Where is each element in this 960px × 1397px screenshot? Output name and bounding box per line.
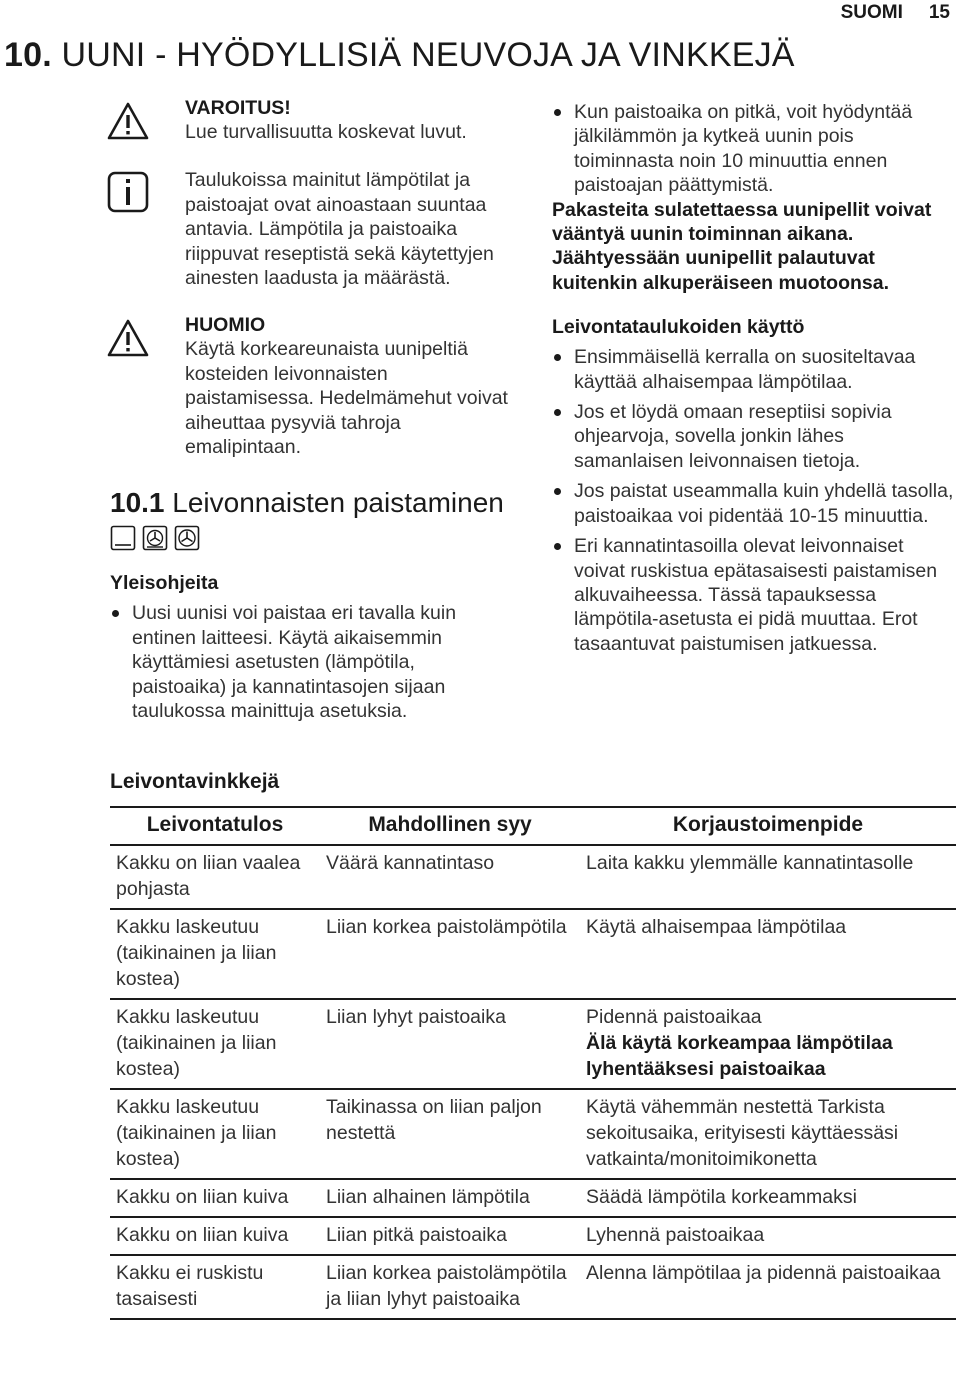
caution-text: Käytä korkeareunaista uunipeltiä kosteiden leivonnaisten paistamisessa. Hedelmämehut voivat aiheuttaa pysyviä tahroja emalipintaan. [185, 338, 508, 459]
list-item: Jos et löydä omaan reseptiisi sopivia ohjearvoja, sovella jonkin lähes samanlaisen leivonnaisen tietoja. [552, 400, 956, 473]
cell-cause: Liian alhainen lämpötila [320, 1179, 580, 1217]
cell-fix: Laita kakku ylemmälle kannatintasolle [580, 845, 956, 909]
cell-cause: Liian korkea paistolämpötila [320, 909, 580, 999]
chapter-title-text: UUNI - HYÖDYLLISIÄ NEUVOJA JA VINKKEJÄ [61, 36, 795, 74]
cell-fix: Lyhennä paistoaikaa [580, 1217, 956, 1255]
cell-fix: Käytä vähemmän nestettä Tarkista sekoitusaika, erityisesti käyttäessäsi vatkainta/monitoimikonetta [580, 1089, 956, 1179]
list-item: Eri kannatintasoilla olevat leivonnaiset voivat ruskistua epätasaisesti paistamisen alkuvaiheessa. Tässä tapauksessa lämpötila-asetusta ei pidä muuttaa. Erot tasaantuvat paistumisen jatkuessa. [552, 534, 956, 656]
column-header-result: Leivontatulos [110, 807, 320, 845]
cell-result: Kakku laskeutuu (taikinainen ja liian kostea) [110, 999, 320, 1089]
table-header-row [110, 807, 956, 845]
cell-fix: Säädä lämpötila korkeammaksi [580, 1179, 956, 1217]
list-item: Ensimmäisellä kerralla on suositeltavaa käyttää alhaisempaa lämpötilaa. [552, 345, 956, 394]
list-item: Kun paistoaika on pitkä, voit hyödyntää jälkilämmön ja kytkeä uunin pois toiminnasta noin 10 minuuttia ennen paistoajan päättymistä. [552, 100, 956, 198]
subsection-number: 10.1 [110, 487, 165, 519]
chapter-title [4, 36, 795, 75]
column-header-cause: Mahdollinen syy [320, 807, 580, 845]
table-row [110, 1217, 956, 1255]
cell-cause: Liian lyhyt paistoaika [320, 999, 580, 1089]
usage-bullets [552, 345, 956, 656]
warning-title: VAROITUS! [185, 97, 291, 119]
true-fan-icon [174, 525, 200, 551]
cell-fix [580, 999, 956, 1089]
top-bullets [552, 100, 956, 198]
fan-heating-icon [142, 525, 168, 551]
cell-cause: Liian pitkä paistoaika [320, 1217, 580, 1255]
general-bullets [110, 601, 510, 723]
cell-result: Kakku on liian vaalea pohjasta [110, 845, 320, 909]
info-block [110, 168, 510, 290]
cell-result: Kakku laskeutuu (taikinainen ja liian kostea) [110, 909, 320, 999]
warning-text: Lue turvallisuutta koskevat luvut. [185, 121, 467, 143]
conventional-cooking-icon [110, 525, 136, 551]
page-number: 15 [928, 2, 950, 23]
info-text: Taulukoissa mainitut lämpötilat ja paistoajat ovat ainoastaan suuntaa antavia. Lämpötila ja paistoaika riippuvat reseptistä sekä käytettyjen ainesten laadusta ja määrästä. [185, 169, 494, 290]
table-row [110, 909, 956, 999]
cell-result: Kakku on liian kuiva [110, 1179, 320, 1217]
list-item: Uusi uunisi voi paistaa eri tavalla kuin entinen laitteesi. Käytä aikaisemmin käyttämiesi asetusten (lämpötila, paistoaika) ja kannatintasojen sijaan taulukossa mainittuja asetuksia. [110, 601, 510, 723]
right-column [552, 100, 956, 662]
table-row [110, 999, 956, 1089]
caution-title: HUOMIO [185, 314, 266, 337]
warning-triangle-icon [106, 100, 150, 144]
warning-triangle-icon [106, 317, 150, 361]
cell-result: Kakku ei ruskistu tasaisesti [110, 1255, 320, 1319]
caution-block [110, 313, 510, 459]
subsection-title-text: Leivonnaisten paistaminen [164, 487, 504, 519]
table-row [110, 1179, 956, 1217]
page-header [841, 2, 950, 24]
subsection-title [110, 487, 510, 519]
list-item: Jos paistat useammalla kuin yhdellä tasolla, paistoaikaa voi pidentää 10-15 minuuttia. [552, 479, 956, 528]
cell-result: Kakku on liian kuiva [110, 1217, 320, 1255]
bold-note: Pakasteita sulatettaessa uunipellit voivat vääntyä uunin toiminnan aikana. Jäähtyessään uunipellit palautuvat kuitenkin alkuperäiseen muotoonsa. [552, 198, 932, 294]
cell-cause: Väärä kannatintaso [320, 845, 580, 909]
cell-fix: Alenna lämpötilaa ja pidennä paistoaikaa [580, 1255, 956, 1319]
baking-tips-table [110, 806, 956, 1320]
usage-title: Leivontataulukoiden käyttö [552, 316, 805, 339]
cell-cause: Liian korkea paistolämpötila ja liian lyhyt paistoaika [320, 1255, 580, 1319]
chapter-number: 10. [4, 36, 52, 74]
left-column [110, 96, 510, 730]
column-header-fix: Korjaustoimenpide [580, 807, 956, 845]
function-icons [110, 525, 510, 551]
info-icon [106, 170, 150, 214]
table-row [110, 1255, 956, 1319]
table-heading: Leivontavinkkejä [110, 770, 280, 793]
general-title: Yleisohjeita [110, 572, 219, 595]
cell-fix-text: Pidennä paistoaikaa [586, 1006, 762, 1028]
table-row [110, 845, 956, 909]
cell-result: Kakku laskeutuu (taikinainen ja liian kostea) [110, 1089, 320, 1179]
cell-cause: Taikinassa on liian paljon nestettä [320, 1089, 580, 1179]
table-row [110, 1089, 956, 1179]
language-label: SUOMI [840, 2, 903, 23]
cell-fix: Käytä alhaisempaa lämpötilaa [580, 909, 956, 999]
cell-fix-bold: Älä käytä korkeampaa lämpötilaa lyhentääksesi paistoaikaa [586, 1032, 893, 1080]
warning-block [110, 96, 510, 144]
